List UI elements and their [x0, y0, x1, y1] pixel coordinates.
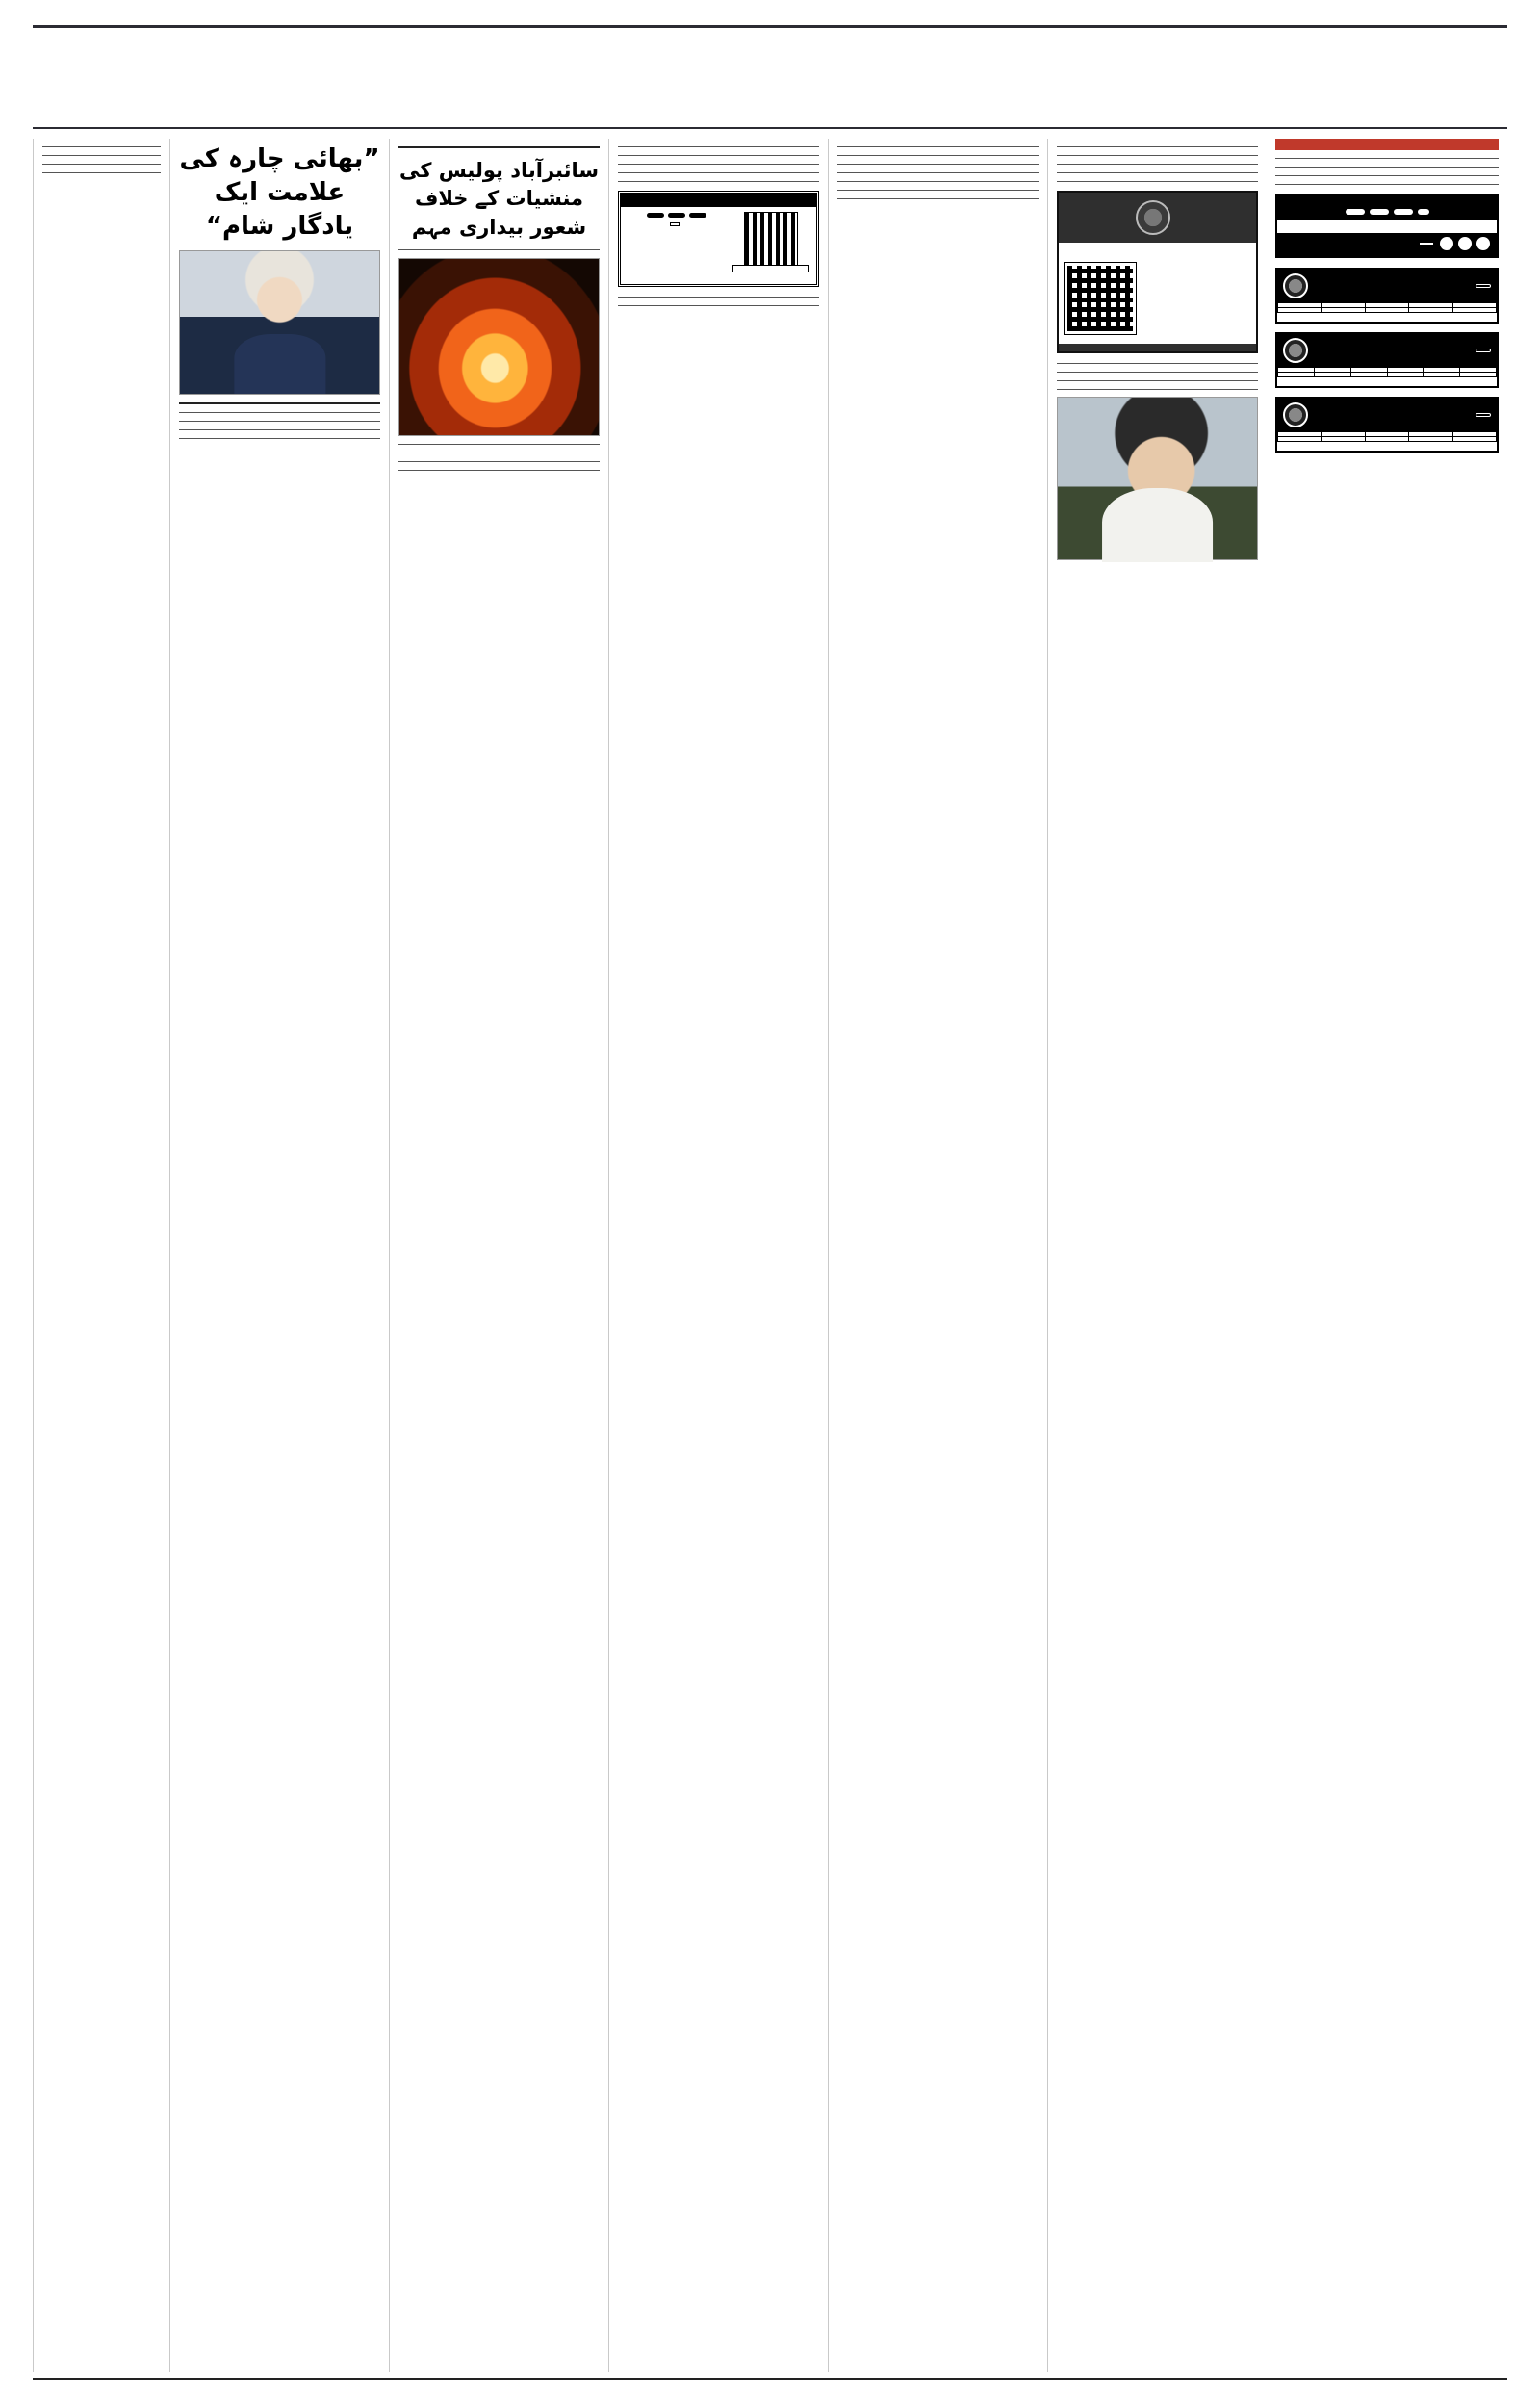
- ad-mm-title: [1277, 195, 1497, 204]
- tender-3-cell-0: [1452, 437, 1496, 442]
- table-row: [1278, 308, 1497, 313]
- column-4: [608, 139, 828, 2372]
- tender-notice-3: [1275, 397, 1499, 453]
- tender-1-cell-3: [1322, 308, 1365, 313]
- tender-2-table: [1277, 367, 1497, 377]
- tender-notice-2: [1275, 332, 1499, 388]
- ad-sbm-line1: [1059, 243, 1256, 253]
- ad-mm-pills: [1277, 209, 1497, 220]
- column-6: [169, 139, 389, 2372]
- lead-headline-2: سائبرآباد پولیس کی منشیات کے خلاف شعور بیداری مہم: [398, 159, 600, 239]
- ad-mm-pill-note: [1418, 209, 1429, 215]
- tender-1-cell-2: [1365, 308, 1408, 313]
- ad-jb-founder-label: [670, 222, 680, 226]
- ad-madrasa-anwar-e-madina: [1275, 194, 1499, 258]
- tender-notice-1: [1275, 268, 1499, 324]
- ad-mm-pill-atiyat: [1394, 209, 1413, 215]
- payment-apps-icon: [1439, 236, 1491, 251]
- ad-mm-phone[interactable]: [1420, 243, 1433, 245]
- sbm-seal-icon: [1136, 200, 1170, 235]
- ad-sbm-logo: [1059, 193, 1256, 243]
- column-3: [828, 139, 1047, 2372]
- photo-motorcycle-fire: [398, 258, 600, 436]
- municipal-seal-icon: [1283, 402, 1308, 427]
- ad-jb-body: [621, 207, 816, 284]
- table-row: [1278, 437, 1497, 442]
- tender-2-header: [1277, 334, 1497, 367]
- ghmc-badge-icon: [1476, 284, 1491, 288]
- ad-mm-pill-zakat: [1346, 209, 1365, 215]
- ad-mm-paragraph: [1277, 220, 1497, 230]
- ad-jb-pill-zakat: [647, 213, 664, 218]
- tender-1-footer: [1277, 313, 1497, 322]
- masthead: [33, 25, 1507, 129]
- tender-2-cell-4: [1314, 373, 1350, 377]
- tender-1-header: [1277, 270, 1497, 302]
- column-7: [33, 139, 169, 2372]
- column-2: [1047, 139, 1267, 2372]
- tender-2-cell-2: [1387, 373, 1424, 377]
- tender-2-footer: [1277, 377, 1497, 386]
- ad-sbm-qr-row: [1059, 261, 1256, 338]
- municipal-seal-icon: [1283, 273, 1308, 298]
- tender-2-cell-0: [1460, 373, 1497, 377]
- ad-mm-pill-sadaqat: [1370, 209, 1389, 215]
- tender-1-cell-1: [1409, 308, 1452, 313]
- ad-jb-founder-row: [628, 222, 727, 226]
- page-footer-rule: [33, 2378, 1507, 2384]
- tender-3-cell-1: [1409, 437, 1452, 442]
- ad-jb-left: [732, 213, 809, 277]
- ghmc-badge-icon: [1476, 413, 1491, 417]
- municipal-seal-icon: [1283, 338, 1308, 363]
- ad-mm-phone-row: [1277, 233, 1497, 256]
- ad-jb-gpay: [732, 265, 809, 272]
- ad-jb-right: [628, 213, 727, 277]
- ad-jb-pill-atiyat: [689, 213, 706, 218]
- ad-jb-pill-sadaqat: [668, 213, 685, 218]
- photo-ayatollah: [1057, 397, 1258, 560]
- tender-1-cell-4: [1278, 308, 1322, 313]
- column-grid: [33, 139, 1507, 2372]
- tender-3-table: [1277, 431, 1497, 442]
- column-1: [1267, 139, 1507, 2372]
- photo-police-commissioner: [179, 250, 380, 395]
- masthead-left: [1488, 34, 1502, 40]
- lead-headline-1: ”بھائی چارہ کی علامت ایک یادگار شام“: [179, 144, 380, 242]
- ad-safa-baitul-maal: [1057, 191, 1258, 353]
- ad-jb-pills: [628, 213, 727, 218]
- tender-3-footer: [1277, 442, 1497, 451]
- column-5: [389, 139, 608, 2372]
- tender-3-header: [1277, 399, 1497, 431]
- ad-sbm-website[interactable]: [1059, 344, 1256, 351]
- ad-jb-header: [621, 194, 816, 207]
- ad-jamiatul-banaath: [618, 191, 819, 287]
- qr-code-icon[interactable]: [1065, 263, 1136, 334]
- ghmc-badge-icon: [1476, 349, 1491, 352]
- qr-code-icon[interactable]: [745, 213, 797, 265]
- tender-3-cell-2: [1365, 437, 1408, 442]
- tender-1-cell-0: [1452, 308, 1496, 313]
- section-header-religious: [1275, 139, 1499, 150]
- tender-2-cell-5: [1278, 373, 1315, 377]
- tender-3-cell-4: [1278, 437, 1322, 442]
- table-row: [1278, 373, 1497, 377]
- tender-2-cell-1: [1424, 373, 1460, 377]
- tender-3-cell-3: [1322, 437, 1365, 442]
- tender-1-table: [1277, 302, 1497, 313]
- tender-2-cell-3: [1350, 373, 1387, 377]
